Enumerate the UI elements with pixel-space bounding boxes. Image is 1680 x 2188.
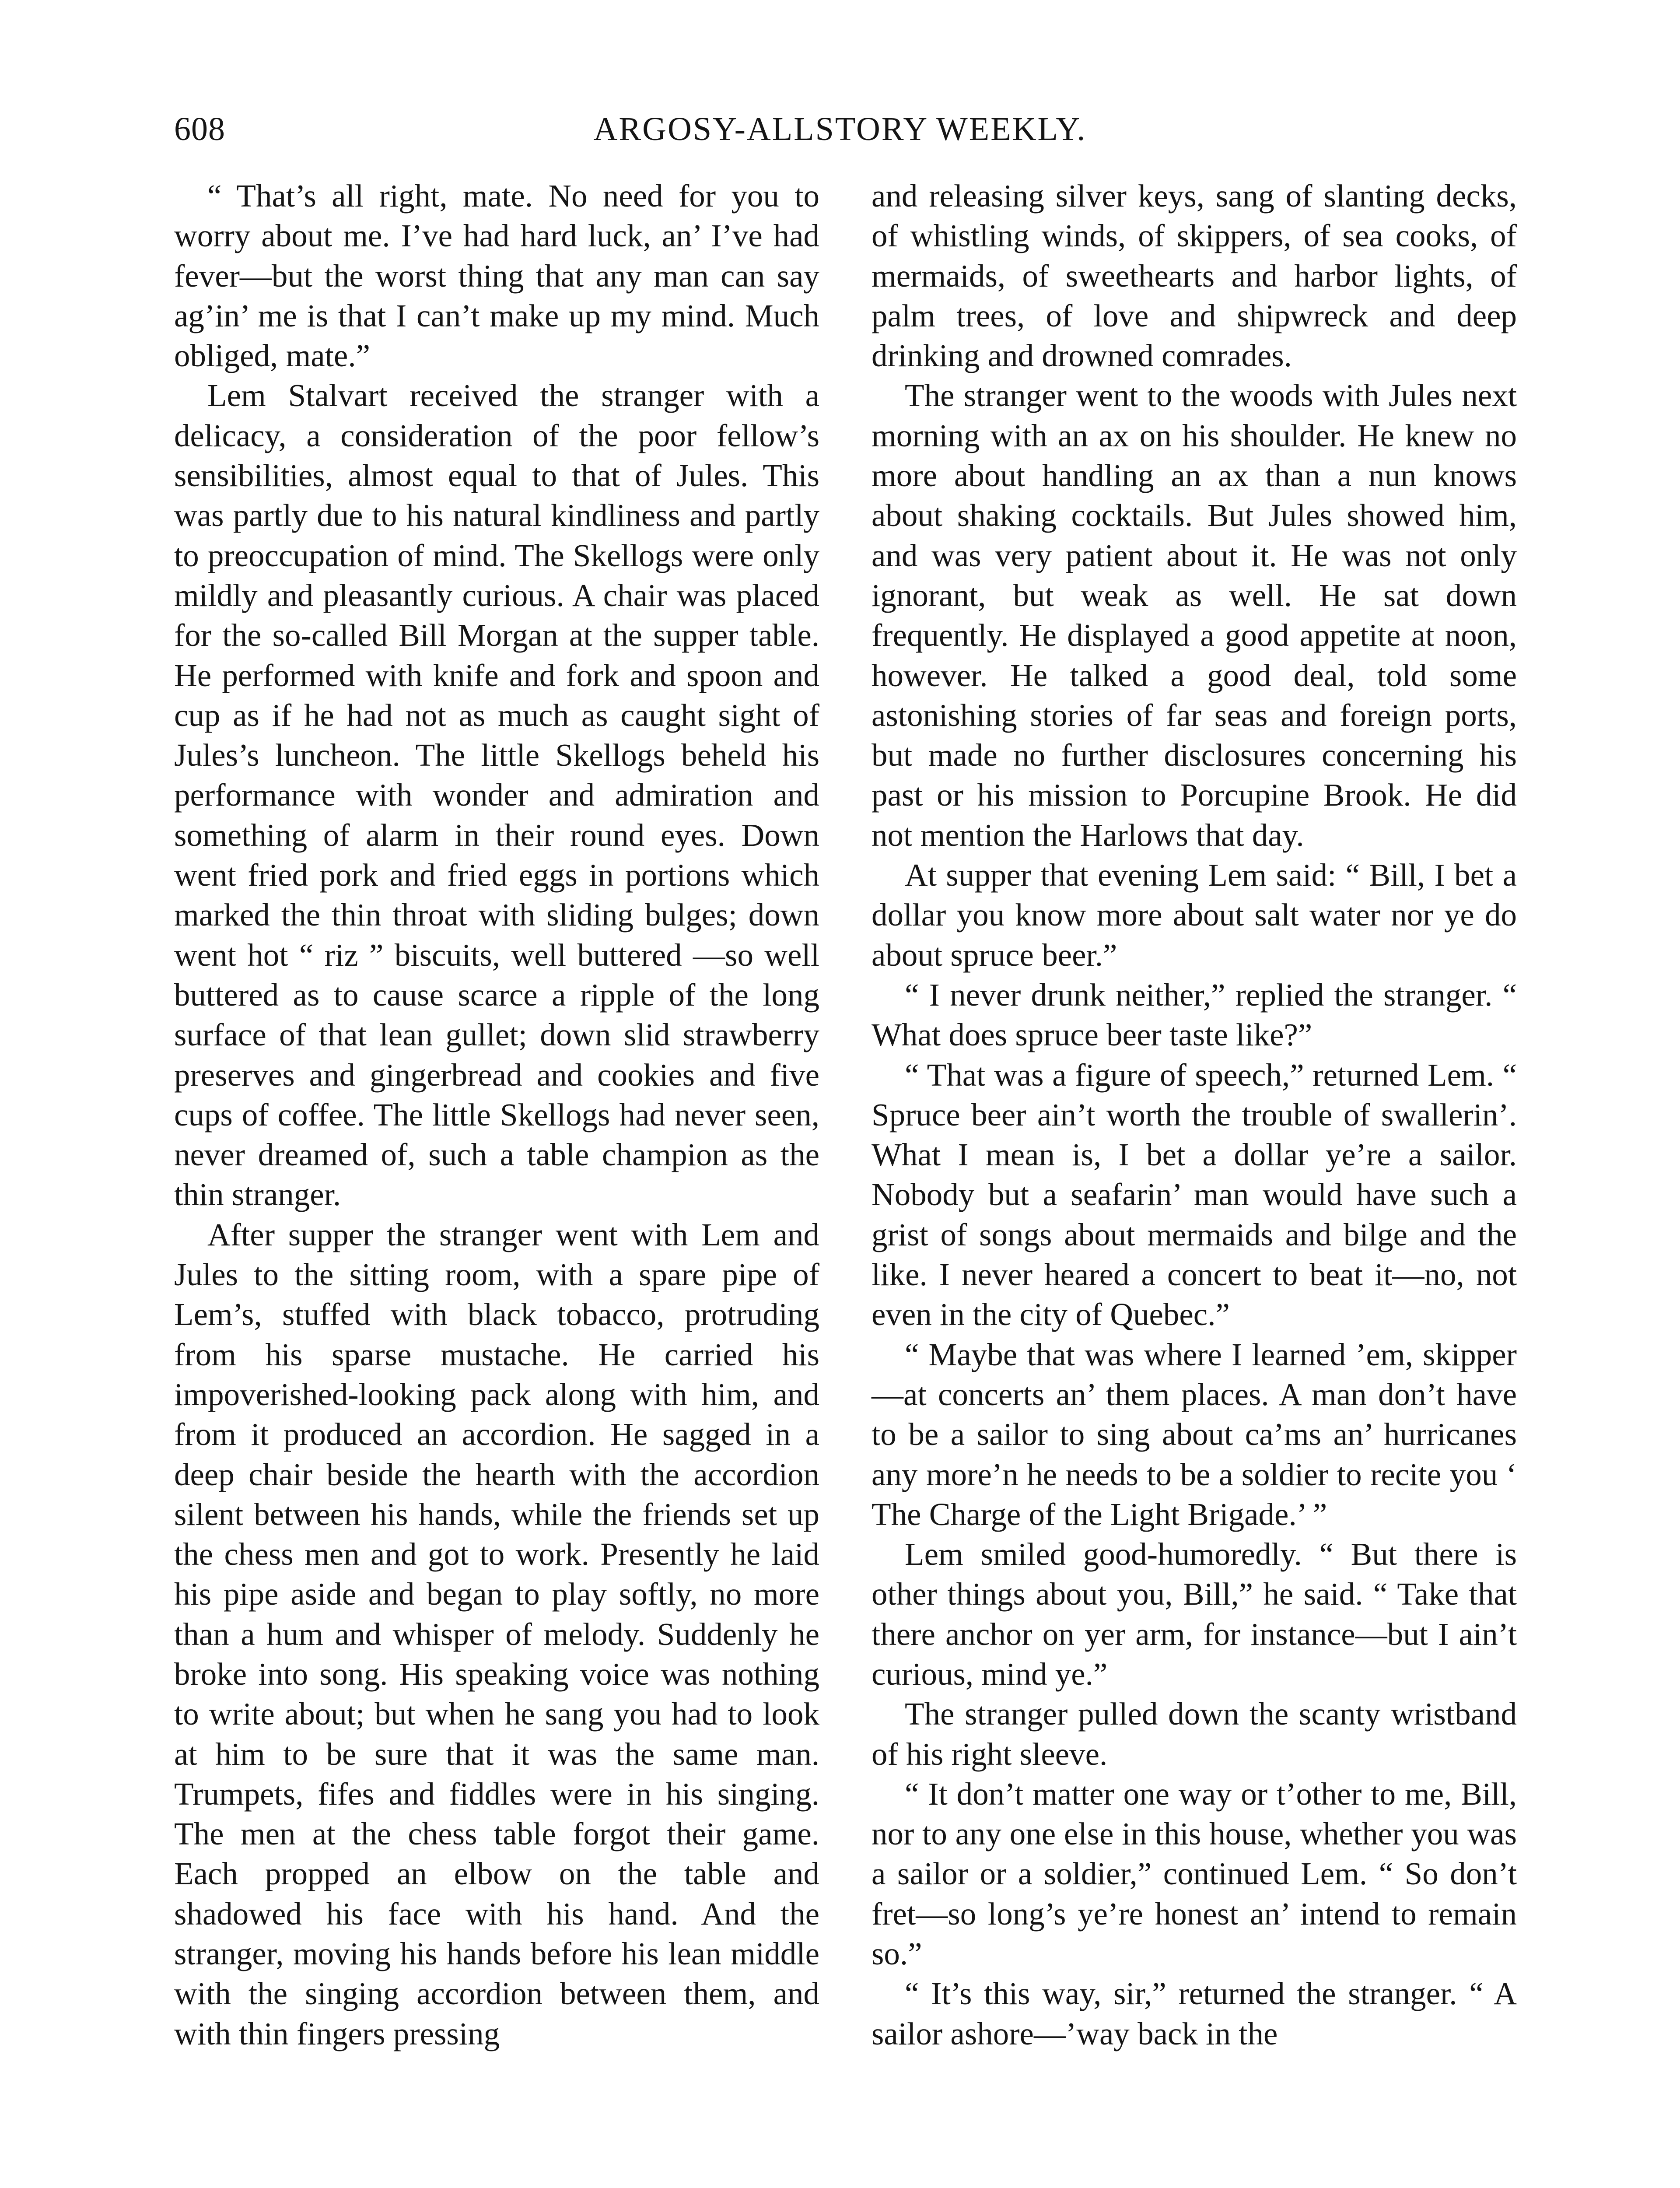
paragraph: Lem Stalvart received the stranger with a delicacy, a consideration of the poor fellow’s sensibilities, almost equal to that of Jules. This was partly due to his natural kindliness and partly to preoccupation of mind. The Skellogs were only mildly and pleasantly curious. A chair was placed for the so-called Bill Morgan at the supper table. He performed with knife and fork and spoon and cup as if he had not as much as caught sight of Jules’s luncheon. The little Skellogs beheld his performance with wonder and admiration and something of alarm in their round eyes. Down went fried pork and fried eggs in portions which marked the thin throat with sliding bulges; down went hot “ riz ” biscuits, well buttered —so well buttered as to cause scarce a ripple of the long surface of that lean gullet; down slid strawberry preserves and gingerbread and cookies and five cups of coffee. The little Skellogs had never seen, never dreamed of, such a table champion as the thin stranger.: [174, 378, 819, 1213]
paragraph: “ Maybe that was where I learned ’em, skipper—at concerts an’ them places. A man don’t have to be a sailor to sing about ca’ms an’ hurricanes any more’n he needs to be a soldier to recite you ‘ The Charge of the Light Brigade.’ ”: [872, 1336, 1517, 1532]
right-column: [872, 176, 1517, 2054]
paragraph: “ That’s all right, mate. No need for you to worry about me. I’ve had hard luck, an’ I’ve had fever—but the worst thing that any man can say ag’in’ me is that I can’t make up my mind. Much obliged, mate.”: [174, 178, 819, 374]
paragraph: “ That was a figure of speech,” returned Lem. “ Spruce beer ain’t worth the trouble of swallerin’. What I mean is, I bet a dollar ye’re a sailor. Nobody but a seafarin’ man would have such a grist of songs about mermaids and bilge and the like. I never heared a concert to beat it—no, not even in the city of Quebec.”: [872, 1057, 1517, 1332]
paragraph: “ It’s this way, sir,” returned the stranger. “ A sailor ashore—’way back in the: [872, 1976, 1517, 2051]
left-column: [174, 176, 819, 2054]
paragraph: “ I never drunk neither,” replied the stranger. “ What does spruce beer taste like?”: [872, 977, 1517, 1053]
running-head: ARGOSY-ALLSTORY WEEKLY.: [593, 111, 1087, 147]
paragraph: “ It don’t matter one way or t’other to me, Bill, nor to any one else in this house, whether you was a sailor or a soldier,” continued Lem. “ So don’t fret—so long’s ye’re honest an’ intend to remain so.”: [872, 1776, 1517, 1972]
paragraph: After supper the stranger went with Lem and Jules to the sitting room, with a spare pipe of Lem’s, stuffed with black tobacco, protruding from his sparse mustache. He carried his impoverished-looking pack along with him, and from it produced an accordion. He sagged in a deep chair beside the hearth with the accordion silent between his hands, while the friends set up the chess men and got to work. Presently he laid his pipe aside and began to play softly, no more than a hum and whisper of melody. Suddenly he broke into song. His speaking voice was nothing to write about; but when he sang you had to look at him to be sure that it was the same man. Trumpets, fifes and fiddles were in his singing. The men at the chess table forgot their game. Each propped an elbow on the table and shadowed his face with his hand. And the stranger, moving his hands before his lean middle with the singing accordion between them, and with thin fingers pressing: [174, 1217, 819, 2051]
paragraph: Lem smiled good-humoredly. “ But there is other things about you, Bill,” he said. “ Take that there anchor on yer arm, for instance—but I ain’t curious, mind ye.”: [872, 1536, 1517, 1692]
paragraph: and releasing silver keys, sang of slanting decks, of whistling winds, of skippers, of sea cooks, of mermaids, of sweethearts and harbor lights, of palm trees, of love and shipwreck and deep drinking and drowned comrades.: [872, 178, 1517, 374]
paragraph: The stranger went to the woods with Jules next morning with an ax on his shoulder. He knew no more about handling an ax than a nun knows about shaking cocktails. But Jules showed him, and was very patient about it. He was not only ignorant, but weak as well. He sat down frequently. He displayed a good appetite at noon, however. He talked a good deal, told some astonishing stories of far seas and foreign ports, but made no further disclosures concerning his past or his mission to Porcupine Brook. He did not mention the Harlows that day.: [872, 378, 1517, 853]
page-number: 608: [174, 111, 225, 147]
paragraph: The stranger pulled down the scanty wristband of his right sleeve.: [872, 1696, 1517, 1772]
paragraph: At supper that evening Lem said: “ Bill, I bet a dollar you know more about salt water nor ye do about spruce beer.”: [872, 857, 1517, 973]
